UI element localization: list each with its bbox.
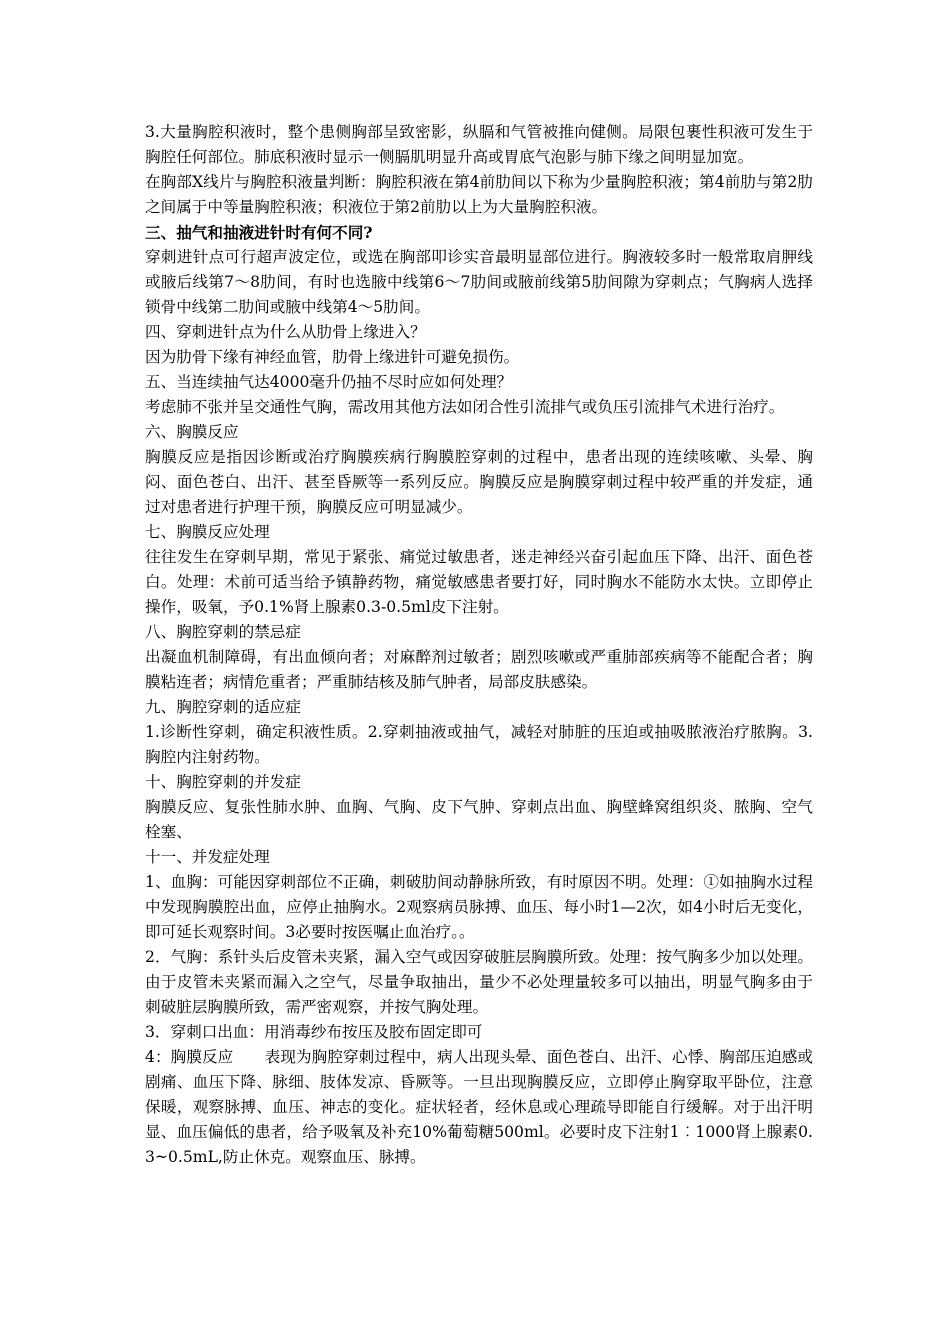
heading-section-10: 十、胸腔穿刺的并发症 <box>145 773 301 791</box>
heading-section-3: 三、抽气和抽液进针时有何不同? <box>145 223 373 242</box>
paragraph-rib-upper-edge: 因为肋骨下缘有神经血管，肋骨上缘进针可避免损伤。 <box>145 348 520 366</box>
heading-section-9: 九、胸腔穿刺的适应症 <box>145 698 301 716</box>
heading-section-4: 四、穿刺进针点为什么从肋骨上缘进入？ <box>145 323 426 341</box>
paragraph-hemothorax: 1、血胸：可能因穿刺部位不正确，刺破肋间动静脉所致，有时原因不明。处理：①如抽胸水过程中发现胸膜腔出血，应停止抽胸水。2观察病员脉搏、血压、每小时1—2次，如4小时后无变化，即可延长观察时间。3必要时按医嘱止血治疗。。 <box>145 873 813 941</box>
heading-section-11: 十一、并发症处理 <box>145 848 270 866</box>
heading-section-8: 八、胸腔穿刺的禁忌症 <box>145 623 301 641</box>
paragraph-indications: 1.诊断性穿刺，确定积液性质。2.穿刺抽液或抽气，减轻对肺脏的压迫或抽吸脓液治疗脓胸。3.胸腔内注射药物。 <box>145 723 813 766</box>
paragraph-pleural-reaction-treatment: 往往发生在穿刺早期，常见于紧张、痛觉过敏患者，迷走神经兴奋引起血压下降、出汗、面色苍白。处理：术前可适当给予镇静药物，痛觉敏感患者要打好，同时胸水不能防水太快。立即停止操作，吸氧，予0.1%肾上腺素0.3-0.5ml皮下注射。 <box>145 548 813 616</box>
document-page <box>145 120 813 1170</box>
paragraph-pleural-reaction: 胸膜反应是指因诊断或治疗胸膜疾病行胸膜腔穿刺的过程中，患者出现的连续咳嗽、头晕、胸闷、面色苍白、出汗、甚至昏厥等一系列反应。胸膜反应是胸膜穿刺过程中较严重的并发症，通过对患者进行护理干预，胸膜反应可明显减少。 <box>145 448 813 516</box>
paragraph-puncture-site: 穿刺进针点可行超声波定位，或选在胸部叩诊实音最明显部位进行。胸液较多时一般常取肩胛线或腋后线第7～8肋间，有时也选腋中线第6～7肋间或腋前线第5肋间隙为穿刺点；气胸病人选择锁骨中线第二肋间或腋中线第4～5肋间。 <box>145 248 813 316</box>
paragraph-pleural-reaction-management: 4：胸膜反应 表现为胸腔穿刺过程中，病人出现头晕、面色苍白、出汗、心悸、胸部压迫感或剧痛、血压下降、脉细、肢体发凉、昏厥等。一旦出现胸膜反应，立即停止胸穿取平卧位，注意保暖，观察脉搏、血压、神志的变化。症状轻者，经休息或心理疏导即能自行缓解。对于出汗明显、血压偏低的患者，给予吸氧及补充10%葡萄糖500ml。必要时皮下注射1︰1000肾上腺素0.3~0.5mL,防止休克。观察血压、脉搏。 <box>145 1048 813 1166</box>
paragraph-xray-volume-grading: 在胸部X线片与胸腔积液量判断：胸腔积液在第4前肋间以下称为少量胸腔积液；第4前肋与第2肋之间属于中等量胸腔积液；积液位于第2前肋以上为大量胸腔积液。 <box>145 173 813 216</box>
heading-section-7: 七、胸膜反应处理 <box>145 523 270 541</box>
paragraph-open-pneumothorax: 考虑肺不张并呈交通性气胸，需改用其他方法如闭合性引流排气或负压引流排气术进行治疗。 <box>145 398 785 416</box>
paragraph-puncture-bleeding: 3．穿刺口出血：用消毒纱布按压及胶布固定即可 <box>145 1023 483 1041</box>
paragraph-complications: 胸膜反应、复张性肺水肿、血胸、气胸、皮下气肿、穿刺点出血、胸壁蜂窝组织炎、脓胸、空气栓塞、 <box>145 798 813 841</box>
heading-section-5: 五、当连续抽气达4000毫升仍抽不尽时应如何处理？ <box>145 373 513 391</box>
paragraph-contraindications: 出凝血机制障碍，有出血倾向者；对麻醉剂过敏者；剧烈咳嗽或严重肺部疾病等不能配合者；胸膜粘连者；病情危重者；严重肺结核及肺气肿者，局部皮肤感染。 <box>145 648 813 691</box>
paragraph-pneumothorax: 2．气胸：系针头后皮管未夹紧，漏入空气或因穿破脏层胸膜所致。处理：按气胸多少加以处理。由于皮管未夹紧而漏入之空气，尽量争取抽出，量少不必处理量较多可以抽出，明显气胸多由于刺破脏层胸膜所致，需严密观察，并按气胸处理。 <box>145 948 813 1016</box>
heading-section-6: 六、胸膜反应 <box>145 423 239 441</box>
paragraph-xray-large-effusion: 3.大量胸腔积液时，整个患侧胸部呈致密影，纵膈和气管被推向健侧。局限包裹性积液可发生于胸腔任何部位。肺底积液时显示一侧膈肌明显升高或胃底气泡影与肺下缘之间明显加宽。 <box>145 123 813 166</box>
